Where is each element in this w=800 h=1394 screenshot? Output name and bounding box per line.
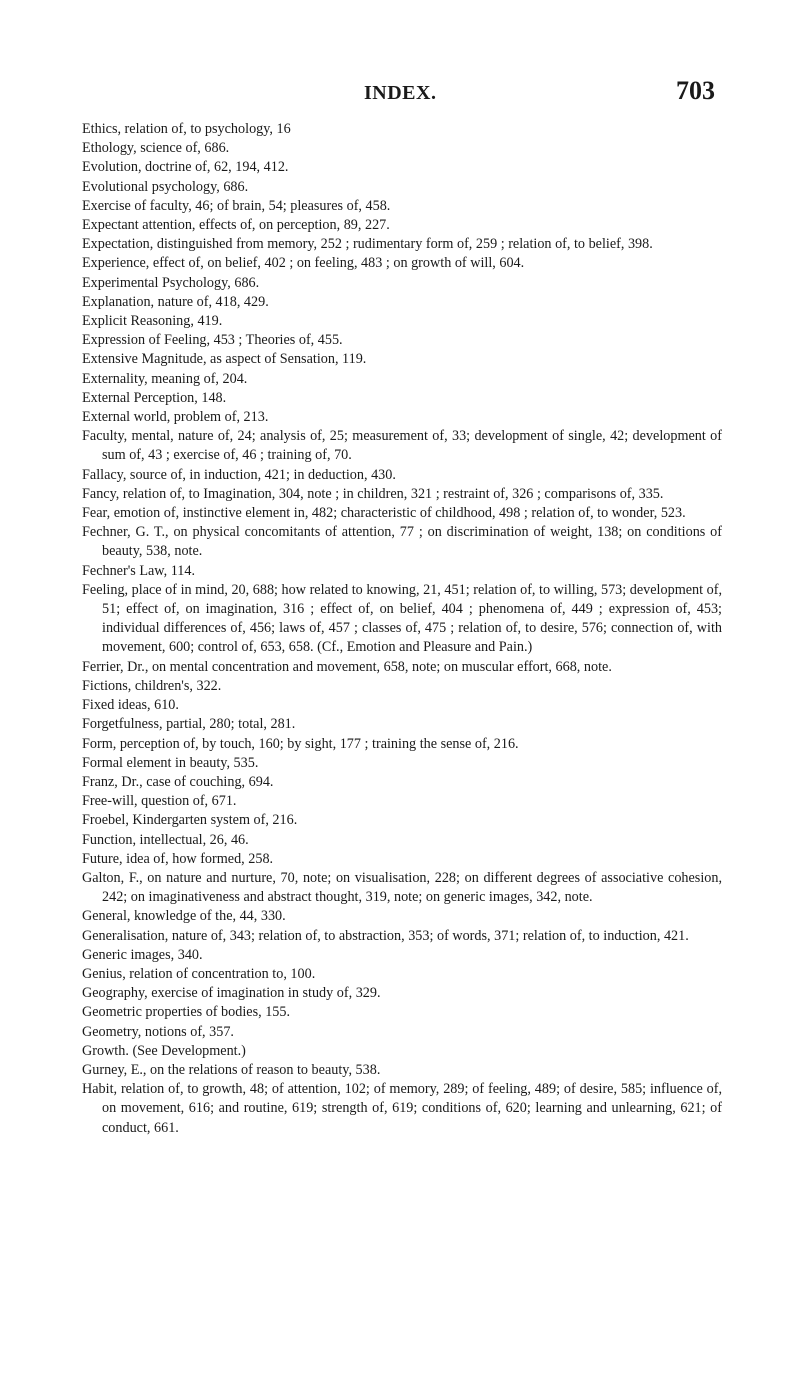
index-entry: Fictions, children's, 322.	[82, 677, 222, 694]
index-entry: External Perception, 148.	[82, 389, 227, 406]
index-entry: Fancy, relation of, to Imagination, 304, note ; in children, 321 ; restraint of, 326 ; comparisons of, 335.	[82, 485, 664, 502]
index-entry: Habit, relation of, to growth, 48; of attention, 102; of memory, 289; of feeling, 489; of desire, 585; influence of, on movement, 616; and routine, 619; strength of, 619; conditions of, 620; learning and unlearning, 621; of conduct, 661.	[82, 1081, 722, 1136]
index-entry: Form, perception of, by touch, 160; by sight, 177 ; training the sense of, 216.	[82, 735, 519, 752]
index-entry: Growth. (See Development.)	[82, 1042, 246, 1059]
index-entry: Geometry, notions of, 357.	[82, 1023, 234, 1040]
index-entry: Gurney, E., on the relations of reason to beauty, 538.	[82, 1061, 381, 1078]
index-entry: Free-will, question of, 671.	[82, 793, 237, 810]
index-entry: Expectant attention, effects of, on perception, 89, 227.	[82, 217, 390, 234]
index-entry: Evolutional psychology, 686.	[82, 178, 249, 195]
index-entry: Genius, relation of concentration to, 100.	[82, 965, 316, 982]
index-entry: Franz, Dr., case of couching, 694.	[82, 773, 274, 790]
index-entry: Explanation, nature of, 418, 429.	[82, 293, 269, 310]
index-entry: Geometric properties of bodies, 155.	[82, 1004, 291, 1021]
index-entry: Ethics, relation of, to psychology, 16	[82, 121, 291, 137]
index-entry: Fear, emotion of, instinctive element in, 482; characteristic of childhood, 498 ; relation of, to wonder, 523.	[82, 505, 686, 522]
index-entry: Extensive Magnitude, as aspect of Sensation, 119.	[82, 351, 367, 368]
page-number: 703	[676, 76, 715, 105]
index-entry: Generalisation, nature of, 343; relation of, to abstraction, 353; of words, 371; relation of, to induction, 421.	[82, 927, 689, 944]
index-entry: Geography, exercise of imagination in study of, 329.	[82, 985, 381, 1002]
index-entry: Fallacy, source of, in induction, 421; in deduction, 430.	[82, 466, 396, 483]
index-entry: Expectation, distinguished from memory, 252 ; rudimentary form of, 259 ; relation of, to belief, 398.	[82, 236, 653, 253]
running-title: INDEX.	[364, 82, 437, 104]
index-entry: Faculty, mental, nature of, 24; analysis of, 25; measurement of, 33; development of single, 42; development of sum of, 43 ; exercise of, 46 ; training of, 70.	[82, 428, 722, 464]
index-entry: Fechner's Law, 114.	[82, 562, 195, 579]
index-entry: Forgetfulness, partial, 280; total, 281.	[82, 716, 296, 733]
index-entry: Evolution, doctrine of, 62, 194, 412.	[82, 159, 289, 176]
index-entry: Explicit Reasoning, 419.	[82, 313, 223, 330]
index-entry: Expression of Feeling, 453 ; Theories of, 455.	[82, 332, 343, 349]
index-entry: Generic images, 340.	[82, 946, 203, 963]
index-entry: Experimental Psychology, 686.	[82, 274, 260, 291]
index-entry: Froebel, Kindergarten system of, 216.	[82, 812, 298, 829]
index-entries	[82, 120, 722, 1138]
index-entry: Ferrier, Dr., on mental concentration and movement, 658, note; on muscular effort, 668, note.	[82, 658, 612, 675]
index-entry: Externality, meaning of, 204.	[82, 370, 248, 387]
index-entry: Experience, effect of, on belief, 402 ; on feeling, 483 ; on growth of will, 604.	[82, 255, 525, 272]
index-entry: Galton, F., on nature and nurture, 70, note; on visualisation, 228; on different degrees of associative cohesion, 242; on imaginativeness and abstract thought, 319, note; on generic images, 342, note.	[82, 869, 722, 906]
index-entry: Function, intellectual, 26, 46.	[82, 831, 249, 848]
index-entry: Exercise of faculty, 46; of brain, 54; pleasures of, 458.	[82, 197, 391, 214]
page-header	[0, 76, 800, 112]
index-entry: External world, problem of, 213.	[82, 409, 269, 426]
index-entry: Fechner, G. T., on physical concomitants of attention, 77 ; on discrimination of weight, 138; on conditions of beauty, 538, note.	[82, 524, 722, 560]
index-entry: Fixed ideas, 610.	[82, 697, 179, 714]
index-entry: Future, idea of, how formed, 258.	[82, 850, 274, 867]
index-entry: Ethology, science of, 686.	[82, 140, 230, 157]
index-entry: Feeling, place of in mind, 20, 688; how related to knowing, 21, 451; relation of, to willing, 573; development of, 51; effect of, on imagination, 316 ; effect of, on belief, 404 ; phenomena of, 449 ; expression of, 453; individual differences of, 456; laws of, 457 ; classes of, 475 ; relation of, to desire, 576; connection of, with movement, 600; control of, 653, 658. (Cf., Emotion and Pleasure and Pain.)	[82, 581, 722, 656]
index-entry: General, knowledge of the, 44, 330.	[82, 908, 286, 925]
index-entry: Formal element in beauty, 535.	[82, 754, 259, 771]
